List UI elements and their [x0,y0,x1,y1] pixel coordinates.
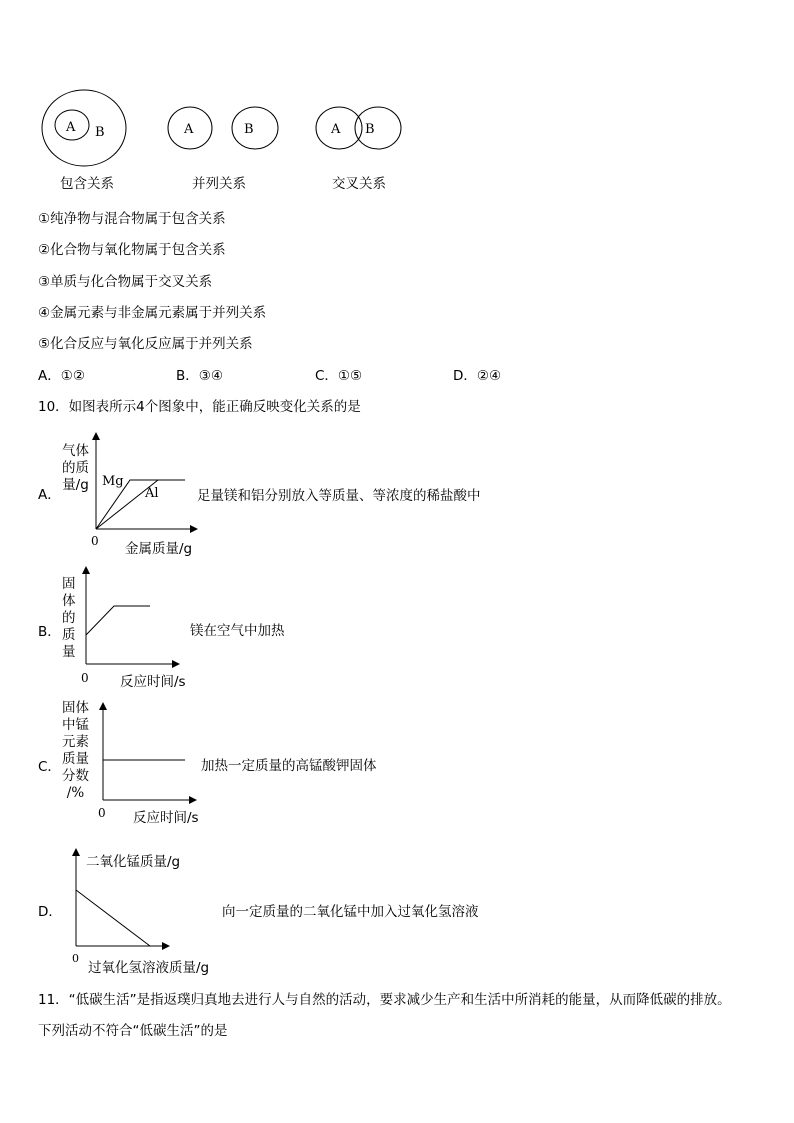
statement-2: ②化合物与氧化物属于包含关系 [38,242,226,258]
q10-b-ylabel-line: 固 [62,576,76,592]
q10-d-desc: 向一定质量的二氧化锰中加入过氧化氢溶液 [222,904,479,920]
q10-b-ylabel-line: 量 [62,644,76,660]
q10-b-ylabel [62,576,76,661]
venn-inclusion-inner-label: A [66,120,76,135]
q10-a-label: A． [38,487,61,503]
statement-5: ⑤化合反应与氧化反应属于并列关系 [38,336,253,352]
q10-stem: 10．如图表所示4个图象中，能正确反映变化关系的是 [38,399,361,415]
q10-c-origin: 0 [98,806,106,820]
venn-inclusion-outer-label: B [95,125,105,140]
venn-parallel-caption: 并列关系 [192,176,246,192]
q10-b-label: B． [38,624,61,640]
q10-b-ylabel-line: 质 [62,627,76,643]
q11-stem-line1: 11．“低碳生活”是指返璞归真地去进行人与自然的活动，要求减少生产和生活中所消耗的能量，从而降低碳的排放。 [38,992,731,1008]
q10-c-ylabel [62,700,89,802]
q10-d-ylabel: 二氧化锰质量/g [86,854,181,870]
venn-parallel-figure [168,104,288,164]
venn-inclusion-figure [38,85,148,175]
venn-outer-circle [42,90,126,166]
venn-parallel-left-label: A [184,122,194,137]
venn-parallel-right-label: B [244,122,254,137]
statement-3: ③单质与化合物属于交叉关系 [38,274,213,290]
q10-a-graph [90,434,200,534]
q10-b-graph [80,566,180,666]
q10-a-origin: 0 [91,534,99,548]
q9-option-b: B．③④ [176,368,223,384]
q10-d-xlabel: 过氧化氢溶液质量/g [88,960,210,976]
q10-a-desc: 足量镁和铝分别放入等质量、等浓度的稀盐酸中 [197,488,481,504]
statement-1: ①纯净物与混合物属于包含关系 [38,211,226,227]
q10-a-ylabel [62,443,89,494]
q10-a-ylabel-line: 的质 [62,460,89,476]
q10-c-ylabel-line: 分数 [62,768,89,784]
q9-option-a: A．①② [38,368,85,384]
q10-b-desc: 镁在空气中加热 [190,623,285,639]
q10-d-label: D． [38,904,62,920]
q10-d-origin: 0 [72,952,79,965]
venn-parallel-right-circle [232,107,278,149]
q10-a-xlabel: 金属质量/g [125,541,193,557]
q10-c-ylabel-line: 固体 [62,700,89,716]
statement-4: ④金属元素与非金属元素属于并列关系 [38,305,267,321]
q10-c-ylabel-line: 元素 [62,734,89,750]
q10-a-ylabel-line: 气体 [62,443,89,459]
q10-c-xlabel: 反应时间/s [133,810,199,826]
q10-b-origin: 0 [81,671,89,685]
venn-intersect-figure [315,104,435,164]
venn-inclusion-caption: 包含关系 [60,176,114,192]
q10-b-line [86,606,150,635]
venn-intersect-caption: 交叉关系 [332,176,386,192]
q10-c-ylabel-line: /% [66,785,85,801]
q10-a-mg-label: Mg [102,474,124,489]
q10-a-ylabel-line: 量/g [62,477,89,493]
q10-c-desc: 加热一定质量的高锰酸钾固体 [201,758,377,774]
q10-b-xlabel: 反应时间/s [120,674,186,690]
q10-c-ylabel-line: 中锰 [62,717,89,733]
q9-option-d: D．②④ [453,368,502,384]
q10-b-ylabel-line: 体 [62,593,76,609]
q11-stem-line2: 下列活动不符合“低碳生活”的是 [38,1023,228,1039]
q10-d-line [76,890,150,946]
q10-c-label: C． [38,759,61,775]
venn-intersect-left-label: A [331,122,341,137]
q10-c-ylabel-line: 质量 [62,751,89,767]
q10-c-graph [97,702,197,802]
q10-b-ylabel-line: 的 [62,610,76,626]
q9-option-c: C．①⑤ [315,368,363,384]
q10-a-al-label: Al [145,486,159,501]
venn-intersect-right-label: B [365,122,375,137]
